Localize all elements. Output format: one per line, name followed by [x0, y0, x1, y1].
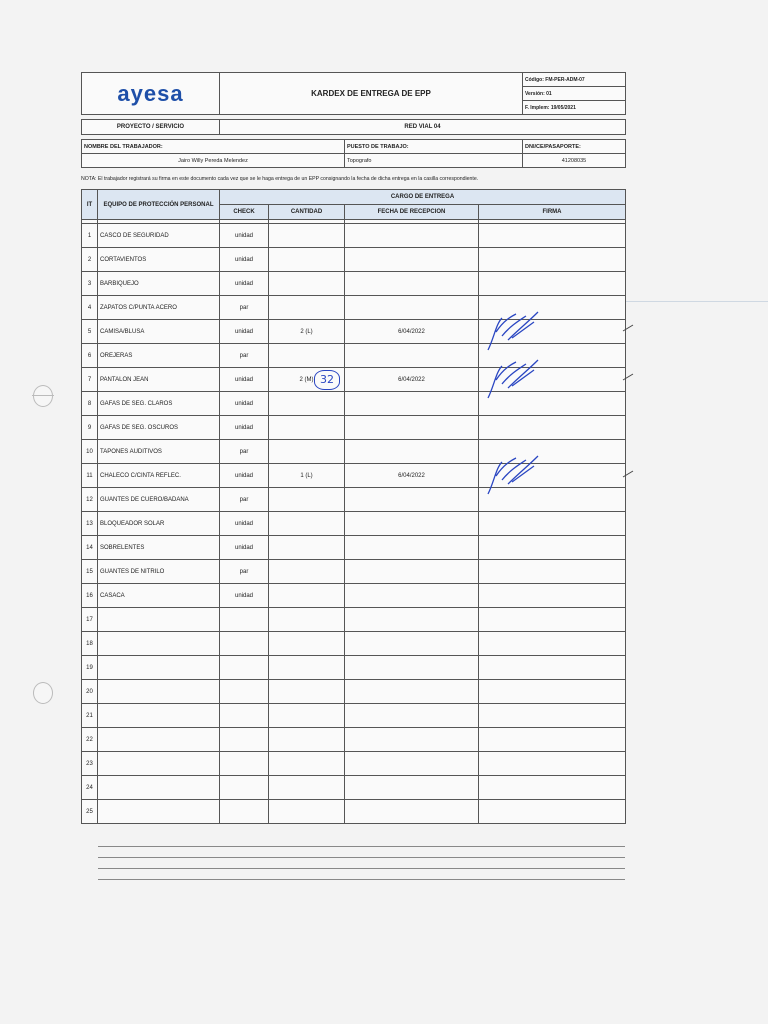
row-date — [345, 488, 479, 512]
row-signature-cell — [479, 560, 626, 584]
row-unit — [220, 680, 269, 704]
row-unit: unidad — [220, 416, 269, 440]
row-item — [98, 680, 220, 704]
table-row — [82, 512, 626, 536]
row-number: 18 — [82, 632, 98, 656]
row-quantity — [269, 272, 345, 296]
row-date — [345, 392, 479, 416]
row-signature-cell — [479, 368, 626, 392]
row-unit: unidad — [220, 464, 269, 488]
row-unit: unidad — [220, 536, 269, 560]
row-date — [345, 704, 479, 728]
delivery-group-header: CARGO DE ENTREGA — [220, 190, 626, 205]
check-mark-icon — [622, 324, 634, 332]
table-row — [82, 272, 626, 296]
row-quantity — [269, 224, 345, 248]
row-signature-cell — [479, 272, 626, 296]
row-quantity — [269, 440, 345, 464]
row-quantity — [269, 512, 345, 536]
row-quantity — [269, 584, 345, 608]
row-item — [98, 752, 220, 776]
row-date — [345, 632, 479, 656]
project-label: PROYECTO / SERVICIO — [82, 120, 220, 134]
row-quantity — [269, 776, 345, 800]
row-date — [345, 656, 479, 680]
row-number: 7 — [82, 368, 98, 392]
row-date: 6/04/2022 — [345, 368, 479, 392]
footer-lines — [98, 846, 625, 890]
row-quantity — [269, 488, 345, 512]
row-signature-cell — [479, 392, 626, 416]
table-row — [82, 680, 626, 704]
row-number: 25 — [82, 800, 98, 824]
row-date — [345, 728, 479, 752]
table-row — [82, 536, 626, 560]
row-number: 19 — [82, 656, 98, 680]
row-date — [345, 608, 479, 632]
row-quantity — [269, 560, 345, 584]
row-number: 9 — [82, 416, 98, 440]
row-date — [345, 440, 479, 464]
row-signature-cell — [479, 680, 626, 704]
row-item: OREJERAS — [98, 344, 220, 368]
table-row — [82, 800, 626, 824]
row-item — [98, 728, 220, 752]
table-row — [82, 248, 626, 272]
row-date — [345, 560, 479, 584]
row-unit: par — [220, 488, 269, 512]
table-row — [82, 416, 626, 440]
row-number: 6 — [82, 344, 98, 368]
row-unit: unidad — [220, 584, 269, 608]
row-item: ZAPATOS C/PUNTA ACERO — [98, 296, 220, 320]
row-unit — [220, 632, 269, 656]
col-it-header: IT — [82, 190, 98, 220]
row-unit: unidad — [220, 392, 269, 416]
table-row — [82, 776, 626, 800]
row-signature-cell — [479, 656, 626, 680]
row-item: CORTAVIENTOS — [98, 248, 220, 272]
row-signature-cell — [479, 704, 626, 728]
row-quantity — [269, 608, 345, 632]
row-unit: unidad — [220, 512, 269, 536]
row-quantity — [269, 800, 345, 824]
row-date — [345, 752, 479, 776]
row-unit — [220, 752, 269, 776]
table-row — [82, 608, 626, 632]
row-signature-cell — [479, 488, 626, 512]
row-item: BLOQUEADOR SOLAR — [98, 512, 220, 536]
table-row — [82, 560, 626, 584]
company-logo: ayesa — [82, 73, 220, 114]
row-quantity — [269, 392, 345, 416]
row-unit: par — [220, 560, 269, 584]
table-row — [82, 656, 626, 680]
row-quantity — [269, 704, 345, 728]
punch-hole — [33, 385, 53, 407]
row-number: 16 — [82, 584, 98, 608]
row-item: PANTALON JEAN — [98, 368, 220, 392]
row-date — [345, 272, 479, 296]
row-unit: unidad — [220, 272, 269, 296]
check-mark-icon — [622, 373, 634, 381]
row-signature-cell — [479, 320, 626, 344]
row-quantity — [269, 536, 345, 560]
row-unit: unidad — [220, 248, 269, 272]
row-number: 17 — [82, 608, 98, 632]
col-sign-header: FIRMA — [479, 205, 626, 220]
id-label: DNI/CE/PASAPORTE: — [525, 143, 581, 150]
project-row — [81, 119, 626, 135]
row-date: 6/04/2022 — [345, 320, 479, 344]
position-label: PUESTO DE TRABAJO: — [347, 143, 409, 150]
table-row — [82, 224, 626, 248]
row-date — [345, 512, 479, 536]
row-number: 20 — [82, 680, 98, 704]
row-signature-cell — [479, 224, 626, 248]
row-number: 21 — [82, 704, 98, 728]
row-item — [98, 800, 220, 824]
row-item: CHALECO C/CINTA REFLEC. — [98, 464, 220, 488]
row-signature-cell — [479, 632, 626, 656]
row-quantity — [269, 680, 345, 704]
doc-implementation-date: F. Implem: 19/05/2021 — [523, 100, 625, 114]
row-item — [98, 656, 220, 680]
row-unit — [220, 704, 269, 728]
row-signature-cell — [479, 752, 626, 776]
row-date: 6/04/2022 — [345, 464, 479, 488]
row-unit: unidad — [220, 320, 269, 344]
handwritten-note: 32 — [314, 370, 340, 390]
document-meta — [523, 73, 625, 114]
row-signature-cell — [479, 776, 626, 800]
row-unit — [220, 656, 269, 680]
row-quantity: 2 (M) — [269, 368, 345, 392]
row-number: 4 — [82, 296, 98, 320]
col-check-header: CHECK — [220, 205, 269, 220]
row-date — [345, 296, 479, 320]
row-number: 5 — [82, 320, 98, 344]
row-unit: par — [220, 440, 269, 464]
table-row — [82, 584, 626, 608]
document-header — [81, 72, 626, 115]
row-quantity — [269, 752, 345, 776]
row-date — [345, 248, 479, 272]
row-number: 11 — [82, 464, 98, 488]
row-unit — [220, 608, 269, 632]
row-quantity — [269, 416, 345, 440]
row-signature-cell — [479, 800, 626, 824]
table-row — [82, 368, 626, 392]
row-signature-cell — [479, 536, 626, 560]
row-quantity — [269, 296, 345, 320]
row-signature-cell — [479, 584, 626, 608]
row-signature-cell — [479, 416, 626, 440]
row-item: CAMISA/BLUSA — [98, 320, 220, 344]
row-number: 2 — [82, 248, 98, 272]
col-date-header: FECHA DE RECEPCION — [345, 205, 479, 220]
row-unit: par — [220, 296, 269, 320]
row-quantity: 2 (L) — [269, 320, 345, 344]
table-row — [82, 728, 626, 752]
row-number: 14 — [82, 536, 98, 560]
id-value: 41208035 — [523, 153, 625, 167]
row-item — [98, 776, 220, 800]
row-number: 13 — [82, 512, 98, 536]
row-item: CASACA — [98, 584, 220, 608]
document-title: KARDEX DE ENTREGA DE EPP — [220, 73, 523, 114]
row-number: 8 — [82, 392, 98, 416]
row-item: TAPONES AUDITIVOS — [98, 440, 220, 464]
worker-name-label: NOMBRE DEL TRABAJADOR: — [84, 143, 163, 150]
row-signature-cell — [479, 248, 626, 272]
row-item: CASCO DE SEGURIDAD — [98, 224, 220, 248]
row-date — [345, 416, 479, 440]
row-number: 1 — [82, 224, 98, 248]
row-number: 3 — [82, 272, 98, 296]
row-quantity — [269, 656, 345, 680]
row-signature-cell — [479, 464, 626, 488]
row-date — [345, 776, 479, 800]
row-item: SOBRELENTES — [98, 536, 220, 560]
epp-table — [81, 189, 626, 824]
row-item: BARBIQUEJO — [98, 272, 220, 296]
row-date — [345, 800, 479, 824]
position-value: Topografo — [345, 153, 522, 167]
table-row — [82, 464, 626, 488]
table-row — [82, 320, 626, 344]
row-number: 12 — [82, 488, 98, 512]
row-signature-cell — [479, 608, 626, 632]
row-item — [98, 608, 220, 632]
punch-hole — [33, 682, 53, 704]
table-row — [82, 632, 626, 656]
check-mark-icon — [622, 470, 634, 478]
row-number: 22 — [82, 728, 98, 752]
row-quantity — [269, 632, 345, 656]
row-number: 24 — [82, 776, 98, 800]
row-number: 10 — [82, 440, 98, 464]
row-item: GUANTES DE NITRILO — [98, 560, 220, 584]
row-unit — [220, 776, 269, 800]
table-row — [82, 704, 626, 728]
row-signature-cell — [479, 728, 626, 752]
row-number: 15 — [82, 560, 98, 584]
row-signature-cell — [479, 512, 626, 536]
row-item: GAFAS DE SEG. OSCUROS — [98, 416, 220, 440]
row-unit — [220, 728, 269, 752]
row-item: GUANTES DE CUERO/BADANA — [98, 488, 220, 512]
worker-name: Jairo Willy Pereda Melendez — [82, 153, 344, 167]
row-quantity: 1 (L) — [269, 464, 345, 488]
row-item — [98, 632, 220, 656]
table-row — [82, 488, 626, 512]
row-date — [345, 536, 479, 560]
row-date — [345, 584, 479, 608]
row-unit: unidad — [220, 368, 269, 392]
row-quantity — [269, 728, 345, 752]
worker-info — [81, 139, 626, 168]
doc-version: Versión: 01 — [523, 86, 625, 100]
row-number: 23 — [82, 752, 98, 776]
doc-code: Código: FM-PER-ADM-07 — [525, 76, 585, 83]
col-qty-header: CANTIDAD — [269, 205, 345, 220]
project-value: RED VIAL 04 — [404, 124, 441, 130]
row-unit — [220, 800, 269, 824]
row-quantity — [269, 248, 345, 272]
row-date — [345, 680, 479, 704]
row-item: GAFAS DE SEG. CLAROS — [98, 392, 220, 416]
row-date — [345, 344, 479, 368]
instruction-note: NOTA: El trabajador registrará su firma en este documento cada vez que se le haga entrega de un EPP consignando la fecha de dicha entrega en la casilla correspondiente. — [81, 176, 479, 182]
table-row — [82, 752, 626, 776]
table-row — [82, 392, 626, 416]
row-quantity — [269, 344, 345, 368]
row-unit: par — [220, 344, 269, 368]
col-item-header: EQUIPO DE PROTECCIÓN PERSONAL — [98, 190, 220, 220]
row-date — [345, 224, 479, 248]
row-unit: unidad — [220, 224, 269, 248]
row-item — [98, 704, 220, 728]
